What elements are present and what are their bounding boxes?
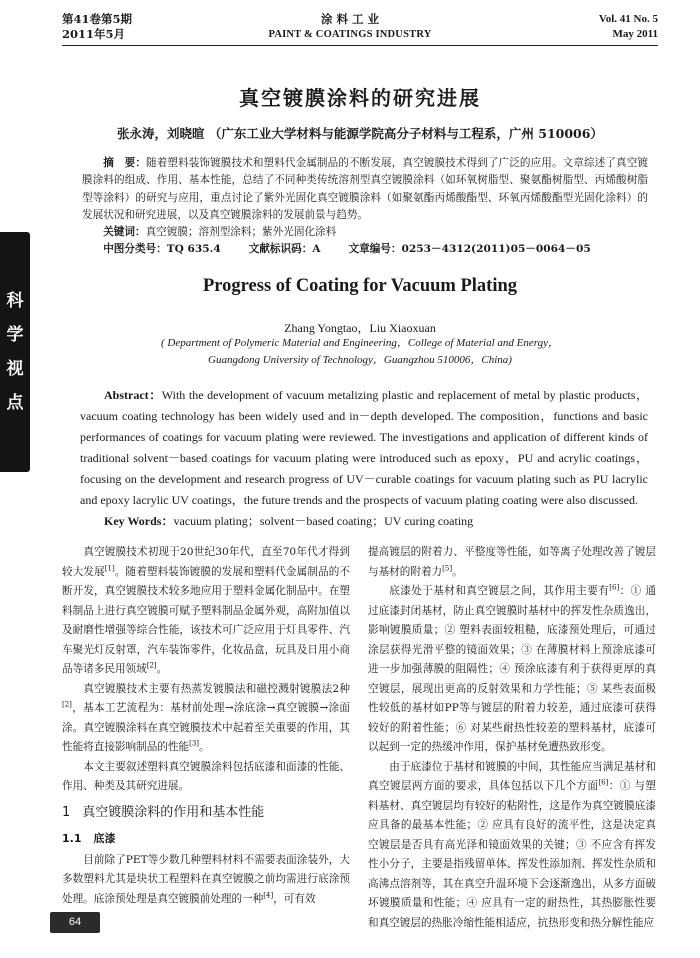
body-text: 提高镀层的附着力、平整度等性能，如等离子处理改善了镀层与基材的附着力 (368, 546, 656, 578)
affiliation-en-line1: ( Department of Polymeric Material and Engineering，College of Material and Energy， (161, 337, 559, 349)
body-text: 。 (156, 663, 168, 675)
header-volume (62, 12, 132, 42)
body-paragraph (368, 758, 656, 934)
body-paragraph (62, 851, 350, 910)
body-text: ：① 通过底漆封闭基材，防止真空镀膜时基材中的挥发性杂质逸出，影响镀膜质量；② 塑料表面较粗糙，底漆预处理后，可通过涂层获得光滑平整的镜面效果；③ 在薄膜材料上预涂底漆可进一步加强薄膜的阻隔性；④ 预涂底漆有利于获得更厚的真空镀层，展现出更高的反射效果和力学性能；⑤ 某些表面极性较低的基材如PP等与镀层的附着力较差，通过底漆可获得较好的附着性能；⑥ 对某些耐热性较差的塑料基材，底漆可以起到一定的热缓冲作用，保护基材免遭热致形变。 (368, 585, 656, 753)
body-paragraph: 本文主要叙述塑料真空镀膜涂料包括底漆和面漆的性能、作用、种类及其研究进展。 (62, 760, 350, 792)
body-column-right (368, 543, 656, 933)
clc-number: 中图分类号：TQ 635.4 (103, 243, 221, 256)
abstract-en-label: Abstract： (104, 388, 162, 402)
authors-cn: 张永涛，刘晓暄 （广东工业大学材料与能源学院高分子材料与工程系，广州 510006） (117, 126, 603, 141)
header-volume-en: Vol. 41 No. 5 (598, 13, 658, 25)
citation: [6] (598, 778, 609, 787)
keywords-en-text: vacuum plating；solvent－based coating；UV curing coating (173, 514, 474, 528)
body-text: ，基本工艺流程为：基材前处理→涂底涂→真空镀膜→涂面涂。真空镀膜涂料在真空镀膜技术中起着至关重要的作用，其性能将直接影响制品的性能 (62, 702, 350, 753)
header-volume-cn: 第41卷第5期 (62, 12, 133, 26)
body-text: 。 (452, 565, 463, 578)
section-title: 真空镀膜涂料的作用和基本性能 (82, 804, 265, 820)
body-text: 真空镀膜技术初现于20世纪30年代，直至70年代才得到较大发展 (62, 546, 350, 578)
affiliation-en-line2: Guangdong University of Technology，Guangzhou 510006，China) (208, 354, 512, 366)
keywords-cn-label: 关键词： (103, 226, 146, 239)
paper-title-en: Progress of Coating for Vacuum Plating (203, 276, 517, 296)
body-paragraph (368, 582, 656, 758)
header-divider (62, 45, 658, 46)
subsection-title: 底漆 (93, 831, 116, 845)
body-text: 由于底漆位于基材和镀膜的中间，其性能应当满足基材和真空镀层两方面的要求，具体包括以下几个方面 (368, 760, 656, 792)
citation: [4] (263, 890, 274, 899)
authors-en: Zhang Yongtao，Liu Xiaoxuan (284, 321, 436, 335)
abstract-cn (82, 155, 648, 259)
header-date-cn: 2011年5月 (62, 27, 126, 41)
body-paragraph (62, 543, 350, 680)
side-tab-char: 视 (6, 359, 24, 379)
body-paragraph (368, 543, 656, 582)
side-tab-char: 点 (6, 393, 24, 413)
section-heading (62, 801, 350, 825)
abstract-en-text: With the development of vacuum metalizing plastic and replacement of metal by plastic products，vacuum coating technology has been widely used and in－depth developed. The composition，functions and basic performances of coatings for vacuum plating were reviewed. The investigations and application of different kinds of traditional solvent－based coatings for vacuum plating were introduced such as epoxy，PU and acrylic coatings，focusing on the development and research progress of UV－curable coatings for vacuum plating such as PU lacrylic and epoxy lacrylic UV coatings，the future trends and the prospects of vacuum plating coating were also discussed. (80, 388, 648, 507)
header-journal-en: PAINT & COATINGS INDUSTRY (268, 29, 432, 40)
keywords-cn (82, 224, 648, 241)
affiliation-en (62, 335, 658, 369)
body-paragraph (62, 680, 350, 758)
classification-line (82, 241, 648, 258)
body-text: 目前除了PET等少数几种塑料材料不需要表面涂装外，大多数塑料尤其是块状工程塑料在真空镀膜之前均需进行底涂预处理。底涂预处理是真空镀膜前处理的一种 (62, 853, 350, 905)
citation: [2] (62, 700, 72, 709)
abstract-en (80, 385, 648, 532)
body-text: 底漆处于基材和真空镀层之间，其作用主要有 (389, 585, 610, 597)
header-date-en: May 2011 (612, 28, 658, 40)
keywords-en-label: Key Words： (104, 514, 174, 528)
document-code: 文献标识码：A (248, 243, 321, 256)
header-volume-en-block (599, 12, 658, 42)
citation: [6] (609, 583, 620, 592)
body-text: 。随着塑料装饰镀膜的发展和塑料代金属制品的不断开发，真空镀膜技术较多地应用于塑料金属化制品中。在塑料制品上进行真空镀膜可赋予塑料制品金属外观，高附加值以及耐磨性增强等综合性能，该技术可广泛应用于灯具零件、汽车聚光灯反射罩，汽车装饰零件，化妆品盒，玩具及日用小商品等诸多民用领域 (62, 565, 350, 675)
abstract-cn-body (82, 155, 648, 224)
abstract-cn-label: 摘 要： (103, 157, 147, 169)
keywords-en (80, 511, 648, 532)
subsection-heading (62, 829, 350, 849)
keywords-cn-text: 真空镀膜；溶剂型涂料；紫外光固化涂料 (145, 226, 337, 239)
body-text: ，可有效 (273, 892, 316, 905)
citation: [2] (146, 661, 157, 670)
subsection-number: 1.1 (62, 831, 82, 845)
header-journal-cn: 涂 料 工 业 (320, 12, 379, 26)
body-column-left (62, 543, 350, 909)
article-number: 文章编号：0253－4312(2011)05－0064－05 (348, 243, 591, 256)
page-number: 64 (50, 912, 100, 933)
citation: [5] (442, 563, 453, 572)
section-number: 1 (62, 804, 71, 820)
body-text: 。 (199, 741, 210, 753)
body-text: 真空镀膜技术主要有热蒸发镀膜法和磁控溅射镀膜法2种 (83, 682, 350, 695)
header-journal (250, 12, 450, 42)
paper-title-cn: 真空镀膜涂料的研究进展 (239, 86, 481, 110)
abstract-cn-text: 随着塑料装饰镀膜技术和塑料代金属制品的不断发展，真空镀膜技术得到了广泛的应用。文章综述了真空镀膜涂料的组成、作用、基本性能，总结了不同种类传统溶剂型真空镀膜涂料（如环氧树脂型、聚氨酯树脂型、丙烯酸树脂型等涂料）的研究与应用，重点讨论了紫外光固化真空镀膜涂料（如聚氨酯丙烯酸酯型、环氧丙烯酸酯型光固化涂料）的发展状况和研究进展，以及真空镀膜涂料的发展前景与趋势。 (82, 157, 649, 221)
citation: [3] (189, 739, 200, 748)
side-tab-char: 科 (6, 291, 24, 311)
citation: [1] (104, 563, 115, 572)
body-text: ：① 与塑料基材、真空镀层均有较好的粘附性，这是作为真空镀膜底漆应具备的最基本性能；② 应具有良好的流平性，这是决定真空镀层是否具有高光泽和镜面效果的关键；③ 不应含有挥发性小分子，主要是指残留单体、挥发性添加剂、挥发性杂质和高沸点溶剂等，其在真空升温环境下会逐渐逸出，从多方面破坏镀膜质量和性能；④ 应具有一定的耐热性，其热膨胀性要和真空镀层的热胀冷缩性能相适应，抗热形变和热分解性能应 (368, 780, 656, 929)
section-side-tab (0, 232, 30, 472)
side-tab-char: 学 (6, 325, 24, 345)
abstract-en-body (80, 385, 648, 511)
